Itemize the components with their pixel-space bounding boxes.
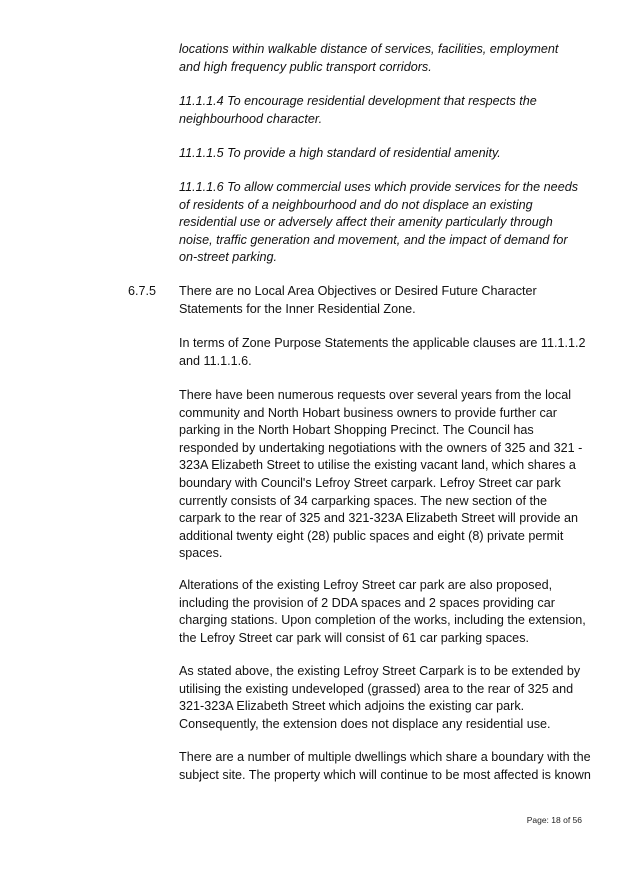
section-number: 6.7.5 [128,284,157,298]
paragraph-zone-purpose: In terms of Zone Purpose Statements the applicable clauses are 11.1.1.2 and 11.1.1.6. [179,336,586,368]
objective-11-1-1-6: 11.1.1.6 To allow commercial uses which provide services for the needs of residents of a neighbourhood and do not displace an existing residential use or adversely affect their amenity particularly through noise, traffic generation and movement, and the impact of demand for on-street parking. [179,180,578,265]
paragraph-car-parking-requests: There have been numerous requests over several years from the local community and North Hobart business owners to provide further car parking in the North Hobart Shopping Precinct. The Council has responded by undertaking negotiations with the owners of 325 and 321 - 323A Elizabeth Street to utilise the existing vacant land, which shares a boundary with Council's Lefroy Street carpark. Lefroy Street car park currently consists of 34 carparking spaces. The new section of the carpark to the rear of 325 and 321-323A Elizabeth Street will provide an additional twenty eight (28) public spaces and eight (8) private permit spaces. [179,388,583,561]
objective-11-1-1-4: 11.1.1.4 To encourage residential development that respects the neighbourhood character. [179,94,537,126]
paragraph-no-local-objectives: There are no Local Area Objectives or Desired Future Character Statements for the Inner Residential Zone. [179,284,537,316]
objective-11-1-1-5: 11.1.1.5 To provide a high standard of residential amenity. [179,146,501,160]
paragraph-multiple-dwellings: There are a number of multiple dwellings which share a boundary with the subject site. The property which will continue to be most affected is known [179,750,591,782]
paragraph-alterations: Alterations of the existing Lefroy Street car park are also proposed, including the provision of 2 DDA spaces and 2 spaces providing car charging stations. Upon completion of the works, including the extension, the Lefroy Street car park will consist of 61 car parking spaces. [179,578,586,645]
objective-continuation: locations within walkable distance of services, facilities, employment and high frequency public transport corridors. [179,42,559,74]
page-number: Page: 18 of 56 [526,815,582,825]
paragraph-extension: As stated above, the existing Lefroy Street Carpark is to be extended by utilising the existing undeveloped (grassed) area to the rear of 325 and 321-323A Elizabeth Street which adjoins the existing car park. Consequently, the extension does not displace any residential use. [179,664,581,731]
